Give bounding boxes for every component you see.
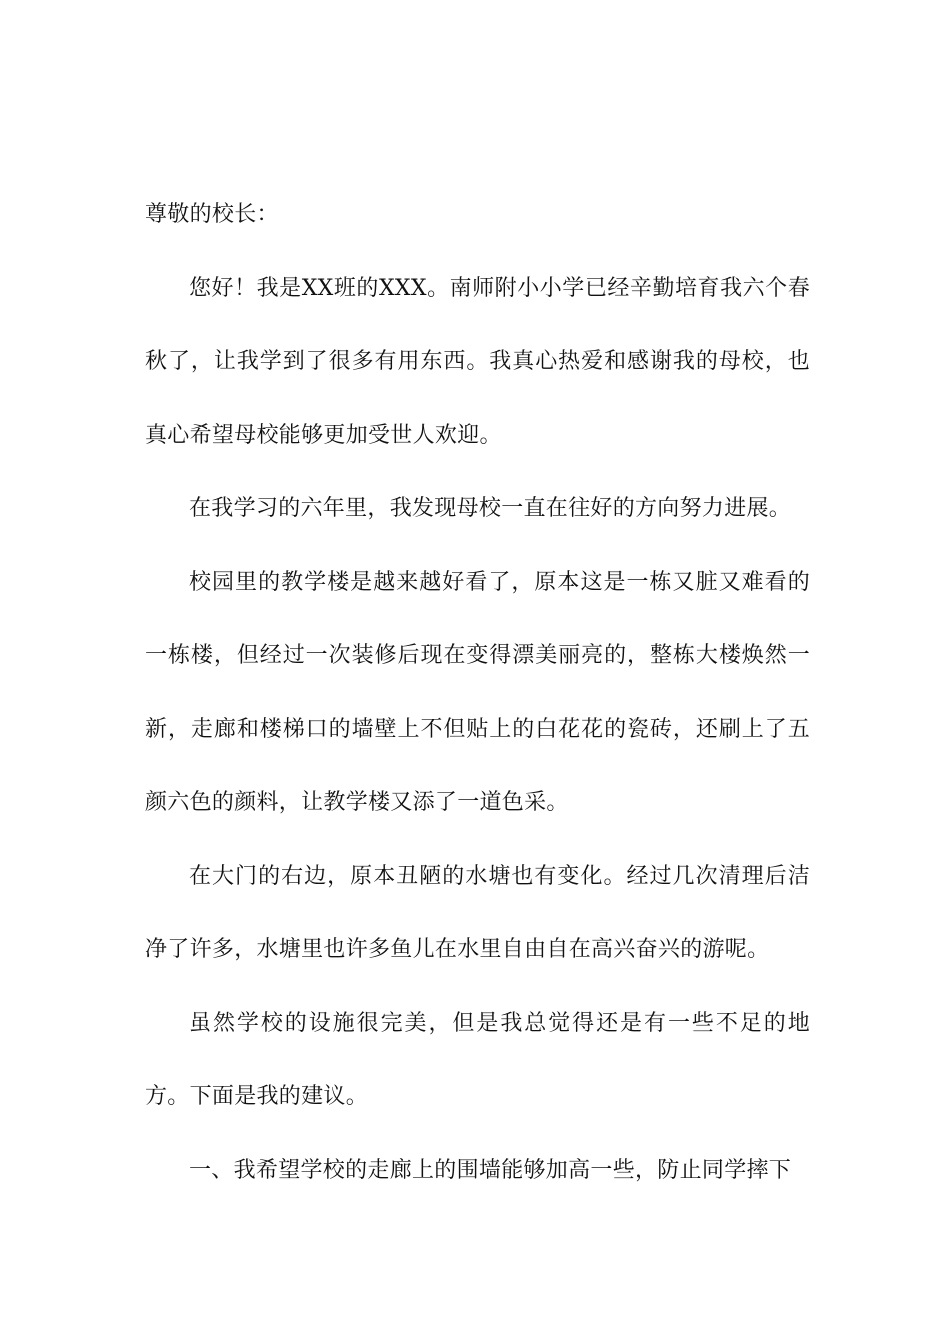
paragraph-suggestion-one: 一、我希望学校的走廊上的围墙能够加高一些，防止同学摔下 <box>189 1157 792 1183</box>
letter-body <box>145 178 810 1207</box>
salutation: 尊敬的校长： <box>145 202 279 227</box>
paragraph-teaching-building: 校园里的教学楼是越来越好看了，原本这是一栋又脏又难看的一栋楼，但经过一次装修后现在变得漂美丽亮的，整栋大楼焕然一新，走廊和楼梯口的墙壁上不但贴上的白花花的瓷砖，还刷上了五颜六色的颜料，让教学楼又添了一道色采。 <box>145 569 810 815</box>
paragraph-six-years: 在我学习的六年里，我发现母校一直在往好的方向努力进展。 <box>189 496 792 521</box>
paragraph-shortcomings: 虽然学校的设施很完美，但是我总觉得还是有一些不足的地方。下面是我的建议。 <box>145 1010 810 1109</box>
paragraph-greeting: 您好！我是XX班的XXX。南师附小小学已经辛勤培育我六个春秋了，让我学到了很多有用东西。我真心热爱和感谢我的母校，也真心希望母校能够更加受世人欢迎。 <box>145 275 810 448</box>
paragraph-pond: 在大门的右边，原本丑陋的水塘也有变化。经过几次清理后洁净了许多，水塘里也许多鱼儿在水里自由自在高兴奋兴的游呢。 <box>145 863 810 962</box>
